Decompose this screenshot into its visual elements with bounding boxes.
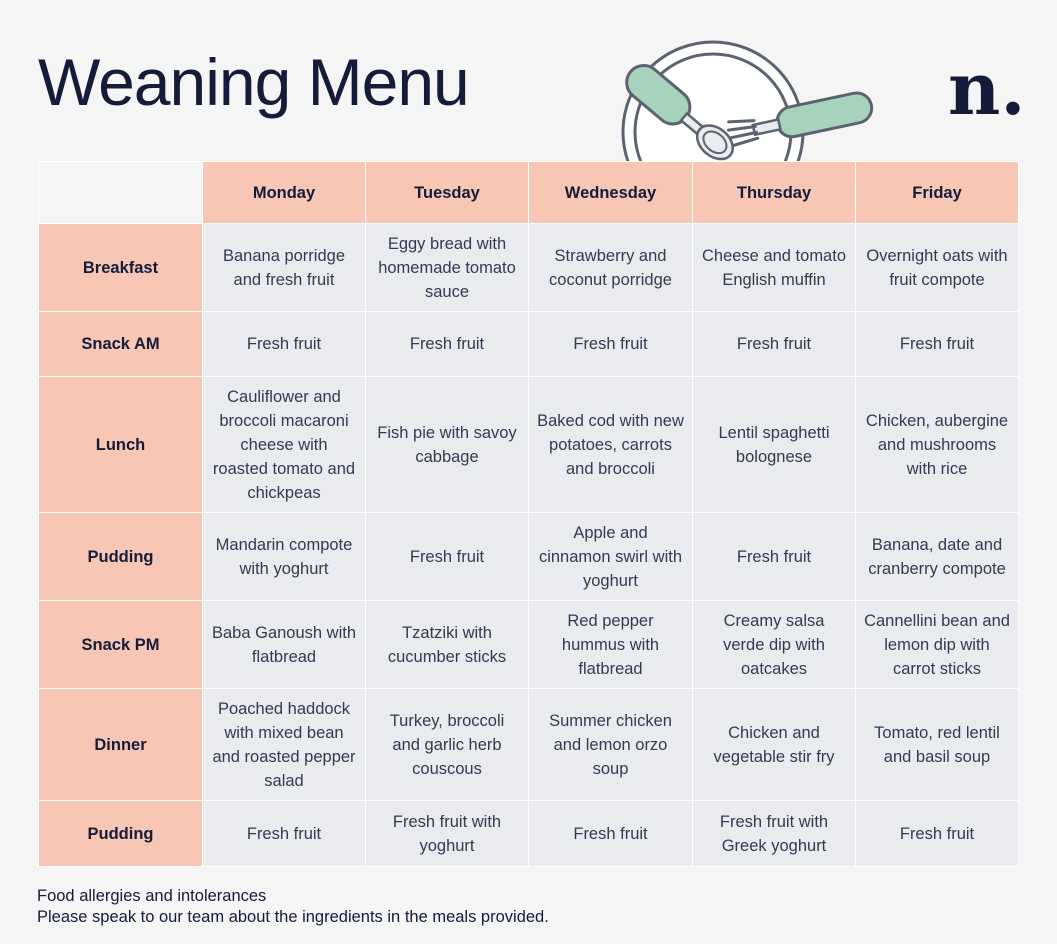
- meal-label: Pudding: [39, 801, 203, 867]
- menu-cell: Strawberry and coconut porridge: [529, 224, 693, 312]
- menu-cell: Fresh fruit: [529, 801, 693, 867]
- menu-cell: Fresh fruit with Greek yoghurt: [693, 801, 856, 867]
- menu-cell: Tomato, red lentil and basil soup: [856, 689, 1019, 801]
- menu-cell: Fresh fruit: [203, 801, 366, 867]
- table-row: [39, 689, 1019, 801]
- table-row: [39, 224, 1019, 312]
- menu-cell: Creamy salsa verde dip with oatcakes: [693, 601, 856, 689]
- menu-cell: Cannellini bean and lemon dip with carrot sticks: [856, 601, 1019, 689]
- menu-cell: Fresh fruit: [366, 312, 529, 377]
- table-row: [39, 513, 1019, 601]
- menu-cell: Turkey, broccoli and garlic herb couscous: [366, 689, 529, 801]
- menu-cell: Cheese and tomato English muffin: [693, 224, 856, 312]
- table-row: [39, 377, 1019, 513]
- day-header: Thursday: [693, 162, 856, 224]
- meal-label: Lunch: [39, 377, 203, 513]
- menu-cell: Fresh fruit: [529, 312, 693, 377]
- menu-cell: Eggy bread with homemade tomato sauce: [366, 224, 529, 312]
- menu-cell: Baked cod with new potatoes, carrots and broccoli: [529, 377, 693, 513]
- meal-label: Pudding: [39, 513, 203, 601]
- table-row: [39, 601, 1019, 689]
- meal-label: Dinner: [39, 689, 203, 801]
- menu-cell: Fresh fruit: [203, 312, 366, 377]
- menu-cell: Banana, date and cranberry compote: [856, 513, 1019, 601]
- plate-cutlery-illustration: [565, 40, 885, 167]
- menu-cell: Lentil spaghetti bolognese: [693, 377, 856, 513]
- table-header-row: [39, 162, 1019, 224]
- menu-cell: Summer chicken and lemon orzo soup: [529, 689, 693, 801]
- menu-cell: Fish pie with savoy cabbage: [366, 377, 529, 513]
- weaning-menu-table: [38, 161, 1019, 867]
- table-row: [39, 312, 1019, 377]
- menu-cell: Fresh fruit: [693, 312, 856, 377]
- meal-label: Breakfast: [39, 224, 203, 312]
- menu-cell: Chicken and vegetable stir fry: [693, 689, 856, 801]
- menu-cell: Fresh fruit: [856, 312, 1019, 377]
- menu-cell: Red pepper hummus with flatbread: [529, 601, 693, 689]
- page-title: Weaning Menu: [38, 45, 469, 119]
- menu-cell: Banana porridge and fresh fruit: [203, 224, 366, 312]
- table-row: [39, 801, 1019, 867]
- day-header: Monday: [203, 162, 366, 224]
- menu-cell: Tzatziki with cucumber sticks: [366, 601, 529, 689]
- menu-cell: Baba Ganoush with flatbread: [203, 601, 366, 689]
- menu-cell: Poached haddock with mixed bean and roasted pepper salad: [203, 689, 366, 801]
- meal-label: Snack AM: [39, 312, 203, 377]
- menu-cell: Apple and cinnamon swirl with yoghurt: [529, 513, 693, 601]
- menu-cell: Mandarin compote with yoghurt: [203, 513, 366, 601]
- allergy-note: Please speak to our team about the ingredients in the meals provided.: [37, 908, 549, 926]
- day-header: Tuesday: [366, 162, 529, 224]
- menu-cell: Fresh fruit: [856, 801, 1019, 867]
- menu-cell: Chicken, aubergine and mushrooms with rice: [856, 377, 1019, 513]
- footer-note: [37, 886, 549, 928]
- menu-cell: Cauliflower and broccoli macaroni cheese with roasted tomato and chickpeas: [203, 377, 366, 513]
- menu-cell: Fresh fruit: [693, 513, 856, 601]
- allergy-heading: Food allergies and intolerances: [37, 887, 267, 905]
- day-header: Friday: [856, 162, 1019, 224]
- menu-cell: Fresh fruit with yoghurt: [366, 801, 529, 867]
- day-header: Wednesday: [529, 162, 693, 224]
- menu-cell: Overnight oats with fruit compote: [856, 224, 1019, 312]
- meal-label: Snack PM: [39, 601, 203, 689]
- menu-cell: Fresh fruit: [366, 513, 529, 601]
- brand-logo: n.: [948, 46, 1026, 131]
- table-corner: [39, 162, 203, 224]
